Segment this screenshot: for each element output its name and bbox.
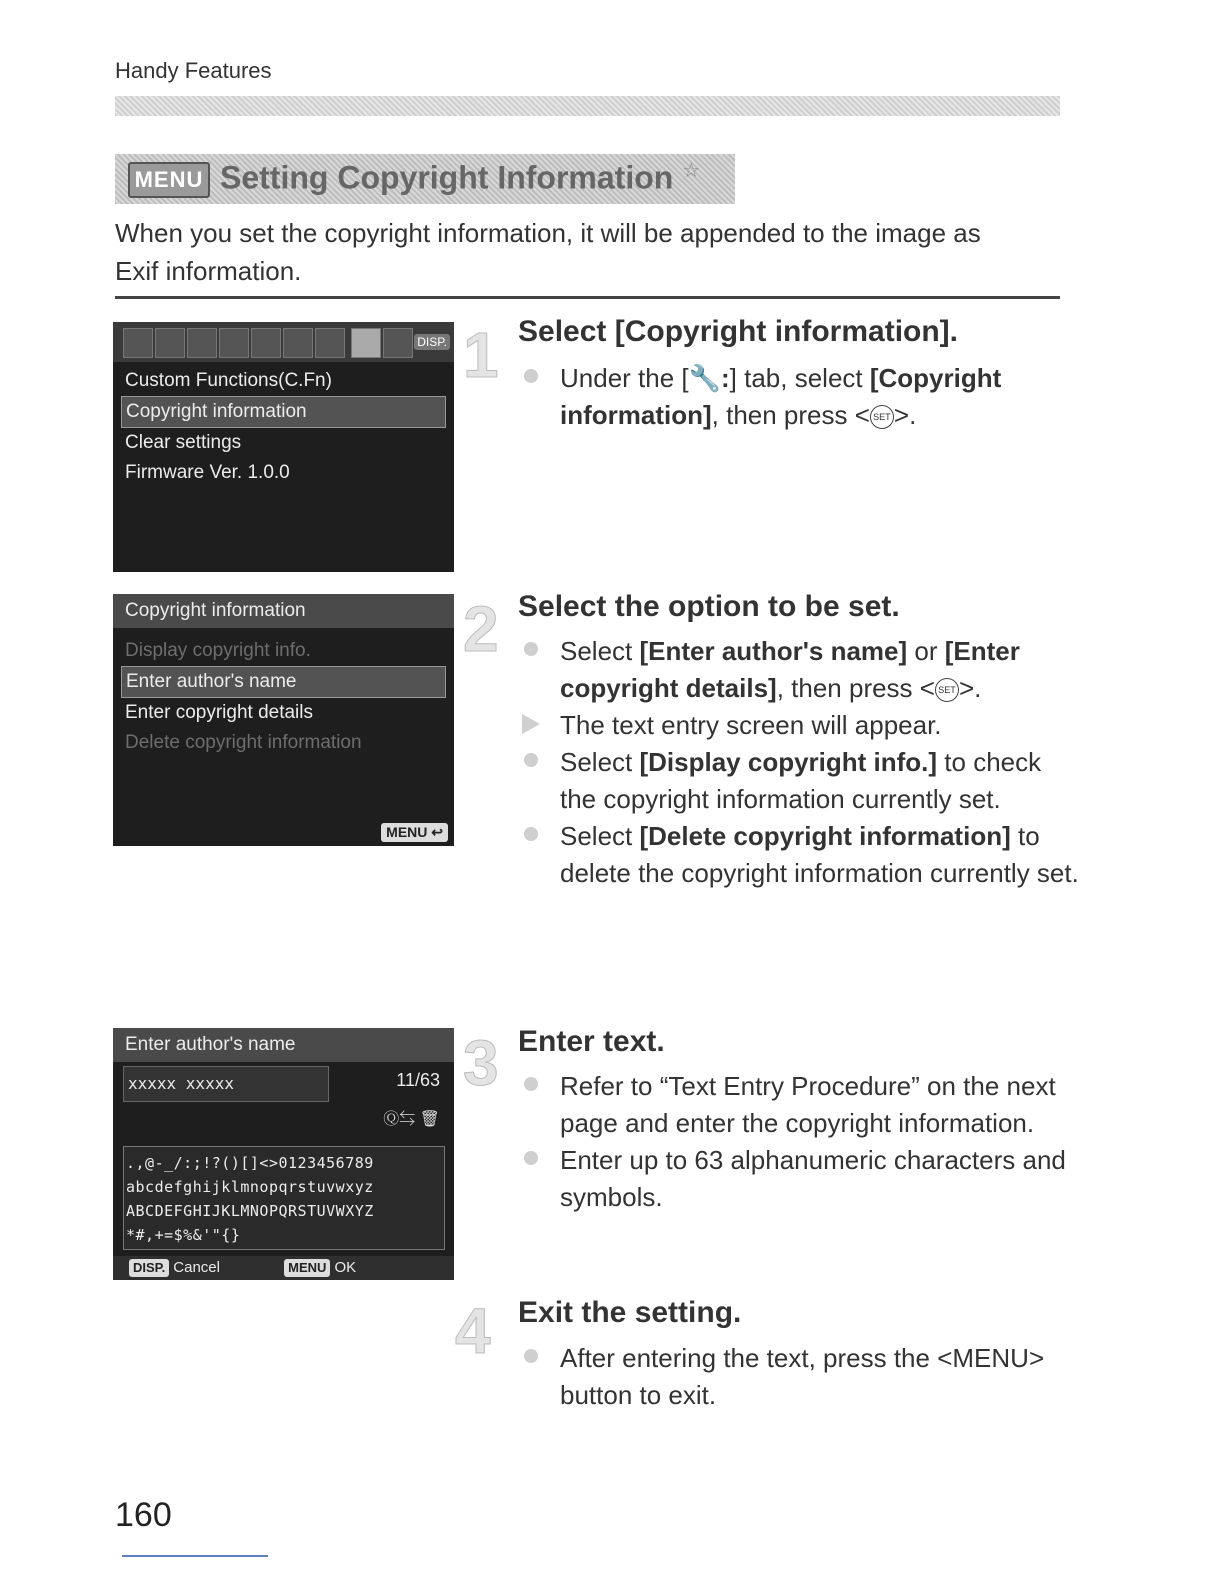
- bold-term: [Copyright information]: [560, 363, 1002, 430]
- intro-text: When you set the copyright information, it will be appended to the image as Exif information.: [115, 218, 981, 286]
- disp-key-icon: DISP.: [129, 1259, 169, 1277]
- palette-row: .,@-_/:;!?()[]<>0123456789: [126, 1154, 374, 1172]
- text: The text entry screen will appear.: [560, 710, 942, 740]
- author-name-input: xxxxx xxxxx: [123, 1066, 329, 1102]
- bold-term: [Enter copyright details]: [560, 636, 1020, 703]
- text: >.: [893, 400, 917, 430]
- step-number: 3: [463, 1027, 499, 1099]
- text: ] tab, select: [729, 363, 870, 393]
- palette-row: ABCDEFGHIJKLMNOPQRSTUVWXYZ: [126, 1202, 374, 1220]
- set-button-icon: SET: [935, 678, 959, 702]
- camera-tab-icon: [123, 328, 153, 358]
- step-title: Select [Copyright information].: [518, 315, 959, 348]
- bullet-dot-icon: [524, 753, 538, 767]
- palette-row: *#,+=$%&'"{}: [126, 1226, 241, 1244]
- section-rule: [115, 296, 1060, 299]
- text: Under the [: [560, 363, 689, 393]
- step-bullets: [520, 1340, 1080, 1414]
- step-title: Exit the setting.: [518, 1296, 742, 1329]
- menu-item-disabled: Display copyright info.: [125, 640, 311, 661]
- menu-item-selected: Enter author's name: [121, 666, 446, 698]
- bullet-dot-icon: [524, 1077, 538, 1091]
- wrench-tab-icon: [283, 328, 313, 358]
- step-bullets: [520, 633, 1080, 892]
- text: , then press <: [711, 400, 870, 430]
- step-title: Select the option to be set.: [518, 590, 900, 623]
- step-number: 4: [455, 1295, 491, 1367]
- disp-icon: DISP.: [414, 334, 450, 350]
- bullet-dot-icon: [524, 1349, 538, 1363]
- text: , then press <: [776, 673, 935, 703]
- result-item: [520, 707, 1080, 744]
- bullet-item: [520, 818, 1080, 892]
- menu-back-icon: MENU ↩: [381, 823, 448, 842]
- menu-item: Firmware Ver. 1.0.0: [125, 462, 290, 483]
- text: Select: [560, 821, 640, 851]
- bullet-item: [520, 1340, 1080, 1414]
- set-button-icon: SET: [870, 405, 894, 429]
- screen-bottom-bar: [113, 1256, 454, 1280]
- play-tab-icon: [219, 328, 249, 358]
- text: >.: [958, 673, 982, 703]
- menu-item: Enter copyright details: [125, 702, 313, 723]
- star-tab-icon: [383, 328, 413, 358]
- tab-bar: [113, 322, 454, 362]
- bullet-dot-icon: [524, 642, 538, 656]
- screen-text-entry: [113, 1028, 454, 1280]
- text: to delete the copyright information currently set.: [560, 821, 1079, 888]
- text: or: [907, 636, 945, 666]
- menu-badge: MENU: [128, 162, 210, 198]
- text: Select: [560, 636, 640, 666]
- bullet-dot-icon: [524, 827, 538, 841]
- palette-row: abcdefghijklmnopqrstuvwxyz: [126, 1178, 374, 1196]
- bullet-item: [520, 1142, 1080, 1216]
- bold-term: [Enter author's name]: [639, 636, 908, 666]
- bullet-item: [520, 633, 1080, 707]
- page-number: 160: [115, 1496, 172, 1534]
- text: Refer to “Text Entry Procedure” on the next page and enter the copyright information.: [560, 1071, 1056, 1138]
- screen-copyright-menu: [113, 322, 454, 572]
- bullet-dot-icon: [524, 1151, 538, 1165]
- screen-title: Copyright information: [113, 594, 454, 628]
- header-bar: [115, 96, 1060, 116]
- section-title: [220, 158, 700, 197]
- screen-title: Enter author's name: [113, 1028, 454, 1062]
- text: Enter up to 63 alphanumeric characters and symbols.: [560, 1145, 1066, 1212]
- bullet-item: [520, 360, 1080, 434]
- running-head: Handy Features: [115, 58, 272, 83]
- bullet-item: [520, 1068, 1080, 1142]
- step-number: 1: [463, 319, 499, 391]
- screen-copyright-options: [113, 594, 454, 846]
- step-title: Enter text.: [518, 1025, 665, 1058]
- ok-label: OK: [334, 1259, 357, 1276]
- step-number: 2: [463, 593, 499, 665]
- result-arrow-icon: [522, 714, 540, 734]
- menu-item: Custom Functions(C.Fn): [125, 370, 332, 391]
- menu-item: Clear settings: [125, 432, 242, 453]
- star-icon: ☆: [682, 160, 701, 182]
- character-palette: [123, 1146, 445, 1250]
- play-tab-icon: [251, 328, 281, 358]
- text: After entering the text, press the <MENU> button to exit.: [560, 1343, 1045, 1410]
- section-title-text: Setting Copyright Information: [220, 159, 674, 196]
- page-rule: [122, 1555, 268, 1557]
- mode-icons: Ⓠ⇆ 🗑: [383, 1111, 440, 1128]
- step-bullets: [520, 360, 1080, 434]
- menu-item-selected: Copyright information: [121, 396, 446, 428]
- text: to check the copyright information currently set.: [560, 747, 1042, 814]
- camera-tab-icon: [187, 328, 217, 358]
- bullet-item: [520, 744, 1080, 818]
- bullet-dot-icon: [524, 369, 538, 383]
- char-count: 11/63: [396, 1070, 440, 1090]
- bold-term: [Display copyright info.]: [639, 747, 938, 777]
- menu-key-icon: MENU: [284, 1259, 330, 1277]
- bold-term: [Delete copyright information]: [639, 821, 1011, 851]
- wrench-tab-icon: 🔧:: [688, 363, 730, 393]
- menu-item-disabled: Delete copyright information: [125, 732, 362, 753]
- step-bullets: [520, 1068, 1080, 1216]
- wrench-3-tab-icon: [351, 328, 381, 358]
- wrench-tab-icon: [315, 328, 345, 358]
- camera-tab-icon: [155, 328, 185, 358]
- cancel-label: Cancel: [173, 1259, 220, 1276]
- text: Select: [560, 747, 640, 777]
